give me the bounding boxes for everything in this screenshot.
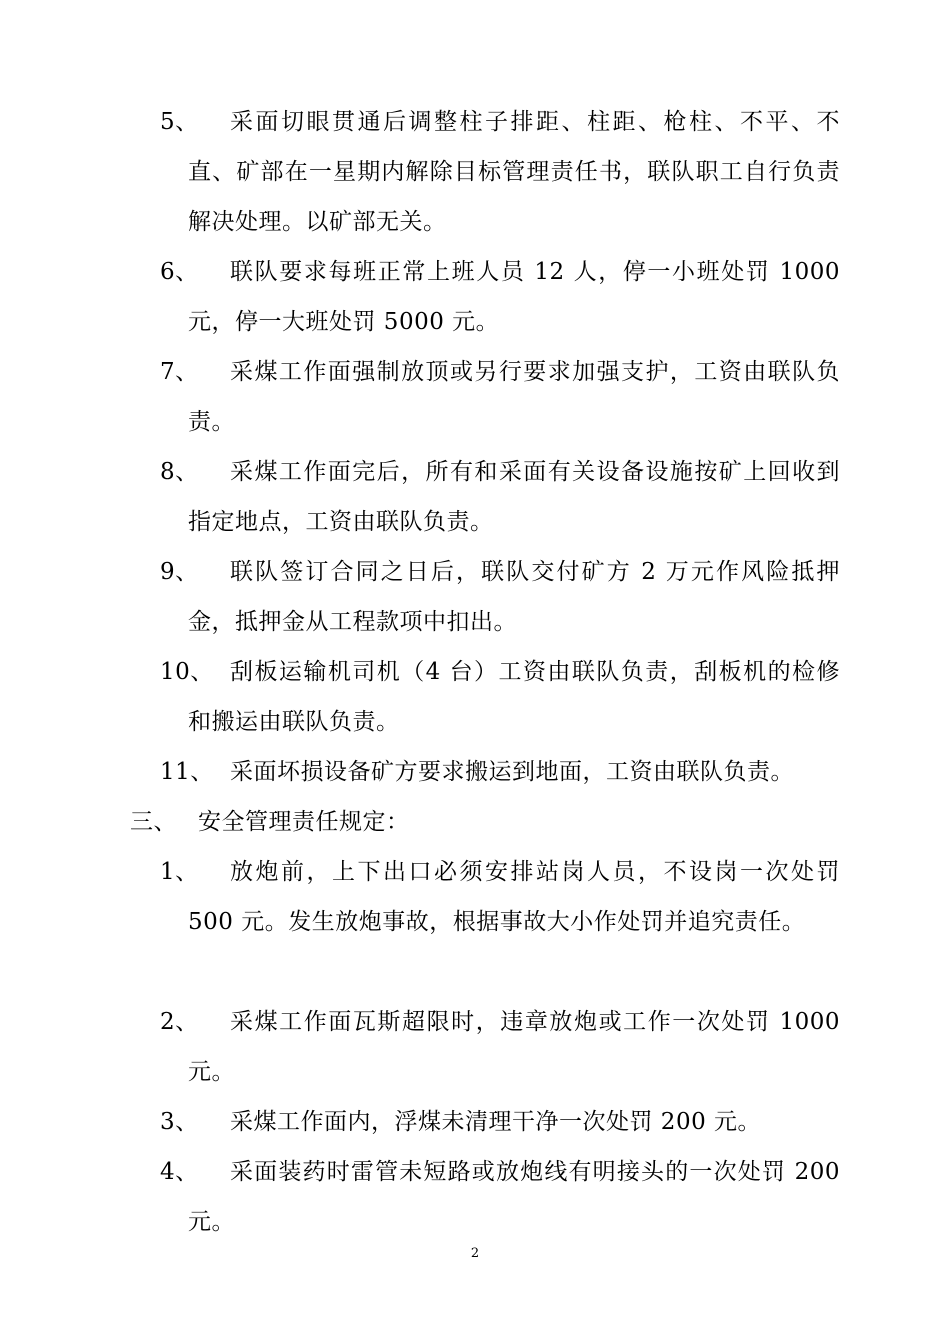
- item-text: 联队签订合同之日后，联队交付矿方 2 万元作风险抵押金，抵押金从工程款项中扣出。: [188, 559, 840, 635]
- item-text: 采面坏损设备矿方要求搬运到地面，工资由联队负责。: [230, 759, 794, 785]
- list-item: [160, 1147, 840, 1247]
- item-number: 1、: [160, 859, 199, 885]
- item-number: 9、: [160, 559, 199, 585]
- item-text: 采面装药时雷管未短路或放炮线有明接头的一次处罚 200 元。: [188, 1159, 840, 1235]
- section-number: 三、: [130, 809, 177, 835]
- section-heading: [130, 797, 410, 847]
- item-text: 刮板运输机司机（4 台）工资由联队负责，刮板机的检修和搬运由联队负责。: [188, 659, 840, 735]
- item-text: 采煤工作面强制放顶或另行要求加强支护，工资由联队负责。: [188, 359, 840, 435]
- list-item: [160, 997, 840, 1097]
- list-item: [160, 747, 840, 797]
- item-number: 6、: [160, 259, 199, 285]
- item-text: 采煤工作面内，浮煤未清理干净一次处罚 200 元。: [230, 1109, 762, 1135]
- list-item: [160, 347, 840, 447]
- item-text: 放炮前，上下出口必须安排站岗人员，不设岗一次处罚 500 元。发生放炮事故，根据事故大小作处罚并追究责任。: [188, 859, 840, 935]
- item-number: 10、: [160, 659, 214, 685]
- item-text: 采面切眼贯通后调整柱子排距、柱距、枪柱、不平、不直、矿部在一星期内解除目标管理责任书，联队职工自行负责解决处理。以矿部无关。: [188, 109, 840, 235]
- list-item: [160, 447, 840, 547]
- item-text: 采煤工作面完后，所有和采面有关设备设施按矿上回收到指定地点，工资由联队负责。: [188, 459, 840, 535]
- list-item: [160, 847, 840, 947]
- item-number: 7、: [160, 359, 199, 385]
- item-number: 2、: [160, 1009, 199, 1035]
- item-number: 8、: [160, 459, 199, 485]
- item-number: 3、: [160, 1109, 199, 1135]
- list-item: [160, 647, 840, 747]
- item-number: 4、: [160, 1159, 199, 1185]
- section-title: 安全管理责任规定：: [198, 809, 410, 835]
- list-item: [160, 97, 840, 247]
- list-item: [160, 1097, 840, 1147]
- list-item: [160, 247, 840, 347]
- item-text: 采煤工作面瓦斯超限时，违章放炮或工作一次处罚 1000 元。: [188, 1009, 840, 1085]
- page-number: 2: [470, 1246, 480, 1261]
- item-number: 5、: [160, 109, 199, 135]
- item-text: 联队要求每班正常上班人员 12 人，停一小班处罚 1000 元，停一大班处罚 5000 元。: [188, 259, 840, 335]
- list-item: [160, 547, 840, 647]
- item-number: 11、: [160, 759, 214, 785]
